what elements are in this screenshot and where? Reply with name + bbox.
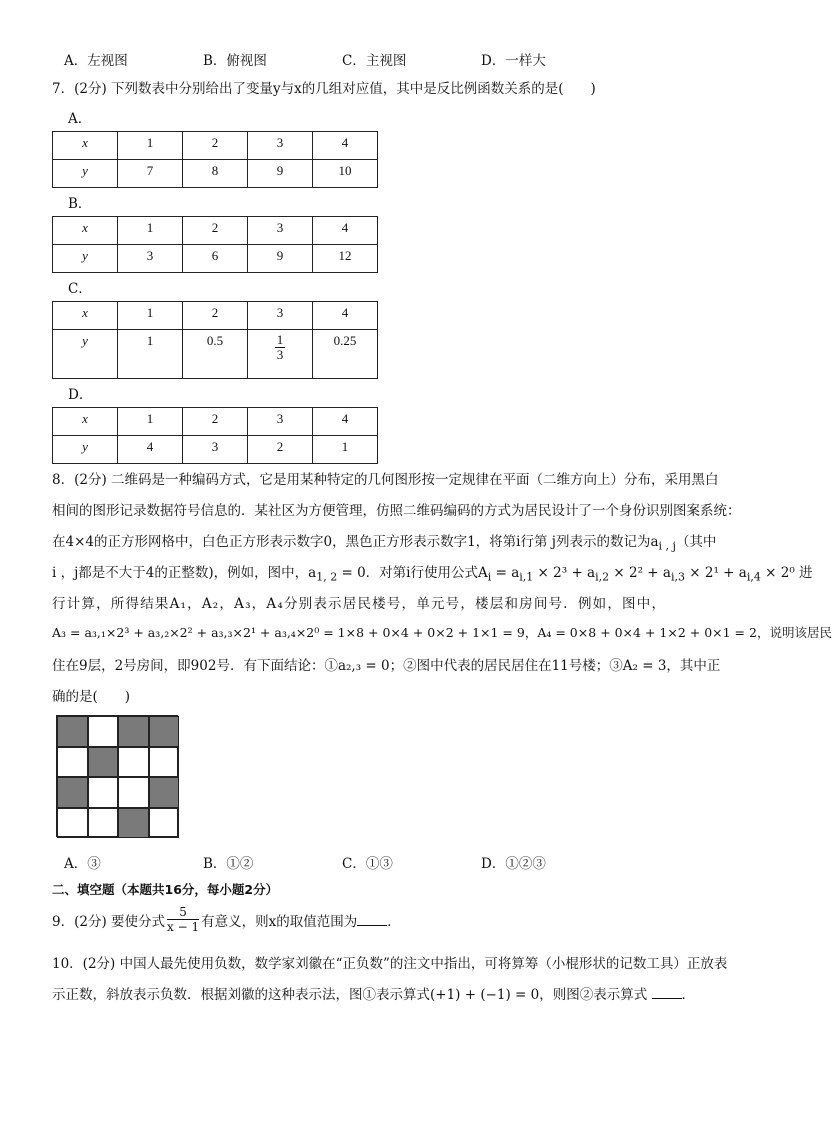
black-square [57,777,88,808]
q10-line-2 [52,983,695,1003]
x-cell: 3 [248,132,313,160]
x-header: x [53,132,118,160]
black-square [149,777,180,808]
q9-end: ． [387,913,401,930]
q9-fraction-numerator: 5 [167,905,199,920]
q10-line-2-text: 示正数，斜放表示负数．根据刘徽的这种表示法，图①表示算式(+1) + (−1) = 0，则图②表示算式 [52,987,648,1003]
white-square [88,716,119,747]
q7-table-c [52,301,378,379]
q9 [52,905,401,934]
q6-option-d[interactable]: D．一样大 [481,53,546,69]
white-square [149,747,180,778]
y-cell: 0.25 [313,330,378,379]
x-cell: 4 [313,302,378,330]
white-square [57,747,88,778]
q8-line-3-tail: （其中 [675,534,717,550]
y-cell: 9 [248,245,313,273]
q7-table-a [52,131,378,188]
black-square [57,716,88,747]
q8-line-8: 确的是( ) [52,689,131,705]
fraction-one-third [275,333,286,362]
x-cell: 3 [248,217,313,245]
y-header: y [53,436,118,464]
black-square [118,716,149,747]
y-cell: 2 [248,436,313,464]
x-cell: 4 [313,408,378,436]
q7-table-b-label[interactable]: B． [68,196,92,212]
y-cell-fraction [248,330,313,379]
x-cell: 1 [118,302,183,330]
q7-table-a-label[interactable]: A． [68,111,92,127]
q9-answer-blank[interactable] [357,913,387,926]
x-cell: 3 [248,302,313,330]
q10-answer-blank[interactable] [652,986,682,999]
q8-line-2: 相间的图形记录数据符号信息的．某社区为方便管理，仿照二维码编码的方式为居民设计了一个身份识别图案系统： [52,503,741,519]
y-cell: 7 [118,160,183,188]
x-cell: 2 [183,217,248,245]
q8-a3-expression: A₃ = a₃,₁×2³ + a₃,₂×2² + a₃,₃×2¹ + a₃,₄×2⁰ = 1×8 + 0×4 + 0×2 + 1×1 = 9 [52,625,525,640]
y-cell: 10 [313,160,378,188]
black-square [88,747,119,778]
y-cell: 3 [118,245,183,273]
white-square [88,777,119,808]
x-cell: 4 [313,132,378,160]
q8-line-1: 8．(2分) 二维码是一种编码方式，它是用某种特定的几何图形按一定规律在平面（二维方向上）分布，采用黑白 [52,472,719,488]
x-header: x [53,217,118,245]
q8-a4-expression: ，A₄ = 0×8 + 0×4 + 1×2 + 0×1 = 2，说明该居民 [524,625,832,640]
section-heading: 二、填空题（本题共16分，每小题2分） [52,882,279,897]
q8-line-3-text: 在4×4的正方形网格中，白色正方形表示数字0，黑色正方形表示数字1，将第i行第 j列表示的数记为a [52,534,659,550]
x-cell: 2 [183,302,248,330]
q8-line-5: 行计算，所得结果A₁，A₂，A₃，A₄分别表示居民楼号，单元号，楼层和房间号．例如，图中， [52,596,667,612]
q8-line-4-text: i ，j都是不大于4的正整数)，例如，图中，a [52,565,317,581]
q10-end: ． [681,987,696,1003]
x-cell: 4 [313,217,378,245]
y-cell: 3 [183,436,248,464]
y-cell: 6 [183,245,248,273]
y-header: y [53,245,118,273]
q10-line-1: 10．(2分) 中国人最先使用负数，数学家刘徽在“正负数”的注文中指出，可将算筹（小棍形状的记数工具）正放表 [52,956,728,972]
white-square [118,777,149,808]
x-cell: 1 [118,217,183,245]
q8-option-c[interactable]: C．①③ [342,856,393,872]
white-square [149,808,180,839]
fraction-numerator: 1 [276,332,284,347]
q7-table-c-label[interactable]: C． [68,281,92,297]
q6-options [64,49,620,69]
y-cell: 1 [313,436,378,464]
q7-table-d [52,407,378,464]
q7-stem: 7．(2分) 下列数表中分别给出了变量y与x的几组对应值，其中是反比例函数关系的是( ) [52,81,596,97]
y-cell: 9 [248,160,313,188]
white-square [88,808,119,839]
q9-prefix: 9．(2分) 要使分式 [52,913,166,930]
x-cell: 1 [118,132,183,160]
x-cell: 1 [118,408,183,436]
q8-line-4: i ，j都是不大于4的正整数)，例如，图中，$a_{1, 2} = 0$．对第i行使用公式$A_i = a_{i,1} \times 2^3 + a_{i,2} \times 2^2 + a_{i,3} \times 2^1 + a_{i,4} \times 2^0$ 进 [52,565,813,584]
q6-option-b[interactable]: B．俯视图 [203,53,267,69]
x-header: x [53,302,118,330]
q8-line-4-mid: = 0．对第i行使用公式A [337,565,488,581]
q9-fraction-denominator: x − 1 [167,920,200,934]
q8-line-6 [52,623,832,641]
q8-line-4-end: 进 [799,565,813,581]
q8-line-3: 在4×4的正方形网格中，白色正方形表示数字0，黑色正方形表示数字1，将第i行第 j列表示的数记为$a_{i , j}$（其中 [52,534,717,553]
fraction-denominator: 3 [276,347,284,362]
x-cell: 2 [183,132,248,160]
x-header: x [53,408,118,436]
q8-option-d[interactable]: D．①②③ [481,856,546,872]
q6-option-a[interactable]: A．左视图 [64,53,128,69]
y-cell: 0.5 [183,330,248,379]
q7-table-b [52,216,378,273]
x-cell: 3 [248,408,313,436]
q6-option-c[interactable]: C．主视图 [342,53,407,69]
y-header: y [53,160,118,188]
q9-suffix: 有意义，则x的取值范围为 [201,913,358,930]
q8-formula: = a [491,565,520,581]
q8-line-7: 住在9层，2号房间，即902号．有下面结论：①a₂,₃ = 0；②图中代表的居民居住在11号楼；③A₂ = 3，其中正 [52,658,721,674]
identity-pattern-grid [56,715,178,837]
black-square [118,808,149,839]
y-cell: 8 [183,160,248,188]
white-square [57,808,88,839]
y-cell: 4 [118,436,183,464]
y-header: y [53,330,118,379]
q9-fraction [167,905,199,934]
y-cell: 12 [313,245,378,273]
white-square [118,747,149,778]
q8-option-b[interactable]: B．①② [203,856,254,872]
x-cell: 2 [183,408,248,436]
q7-table-d-label[interactable]: D． [68,387,93,403]
q8-options [64,852,620,872]
black-square [149,716,180,747]
q8-option-a[interactable]: A．③ [64,856,101,872]
y-cell: 1 [118,330,183,379]
